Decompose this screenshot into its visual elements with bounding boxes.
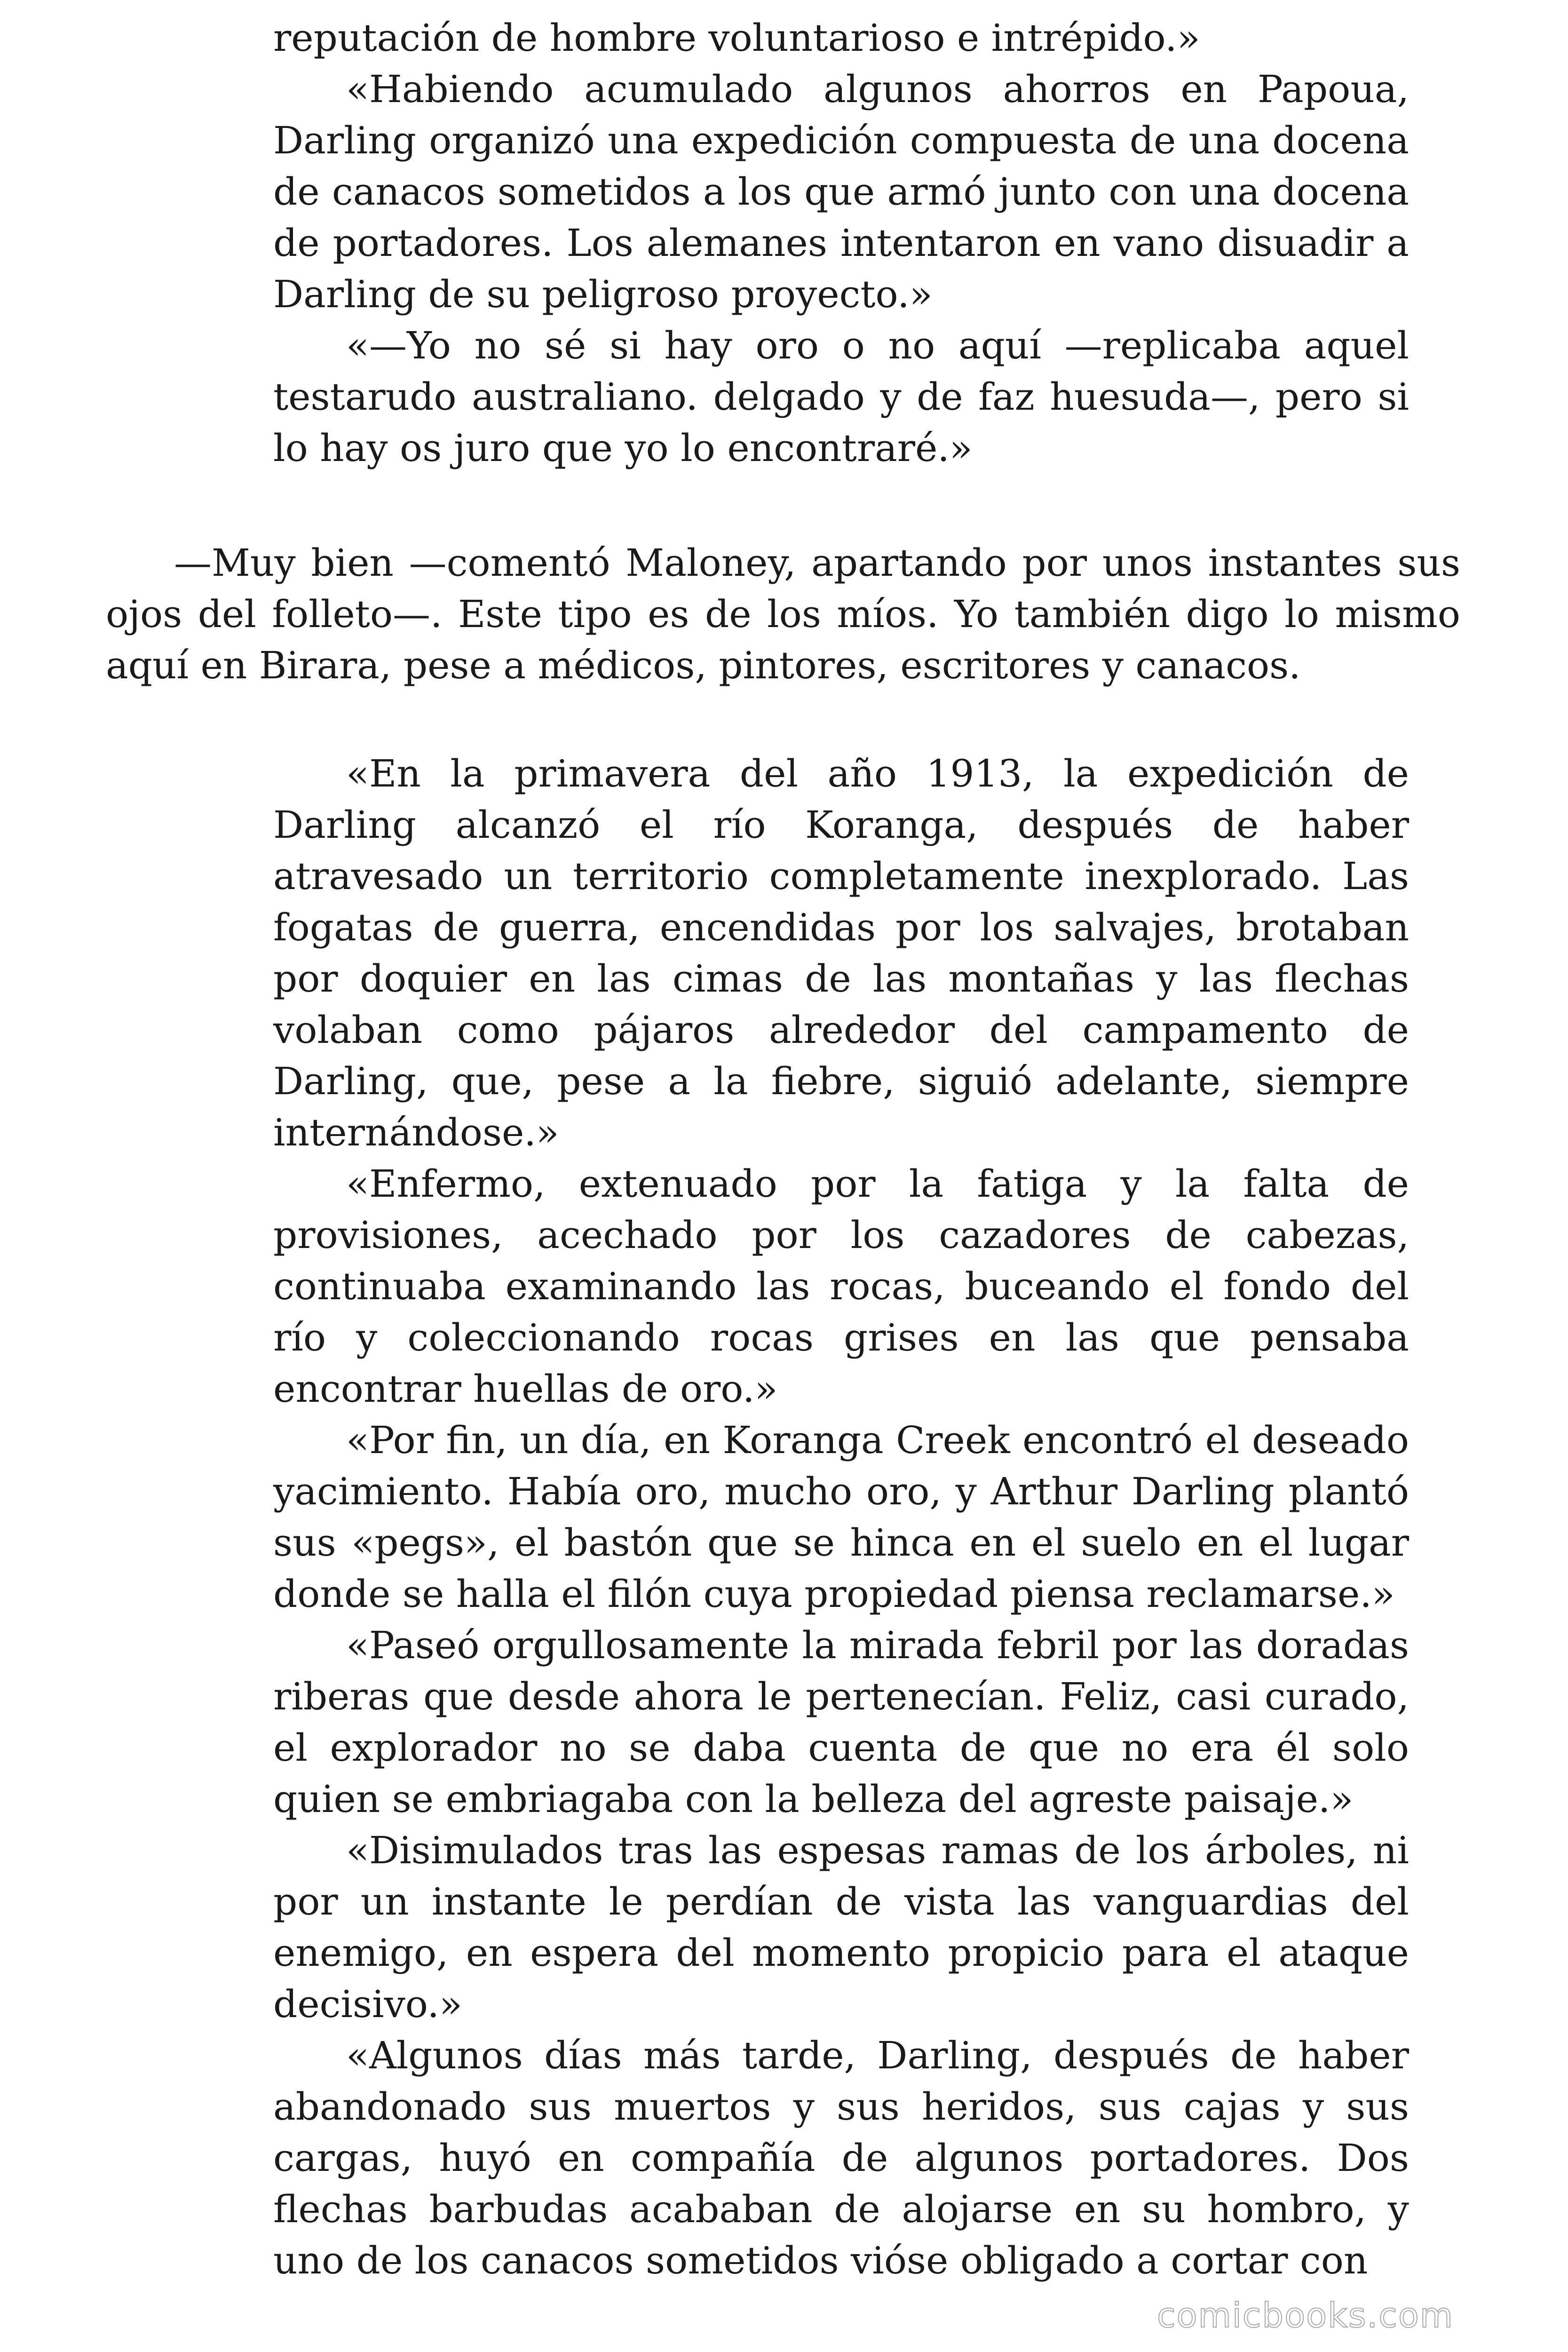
quote-paragraph: reputación de hombre voluntarioso e intrépido.» <box>273 16 1200 60</box>
quote-paragraph: «Algunos días más tarde, Darling, después de haber abandonado sus muertos y sus heridos, sus cajas y sus cargas, huyó en compañía de algunos portadores. Dos flechas barbudas acababan de alojarse en su hombro, y uno de los canacos sometidos vióse obligado a cortar con <box>273 2034 1409 2282</box>
quote-paragraph: «Enfermo, extenuado por la fatiga y la falta de provisiones, acechado por los cazadores de cabezas, continuaba examinando las rocas, buceando el fondo del río y coleccionando rocas grises en las que pensaba encontrar huellas de oro.» <box>273 1162 1409 1411</box>
quote-paragraph: «—Yo no sé si hay oro o no aquí —replicaba aquel testarudo australiano. delgado y de faz huesuda—, pero si lo hay os juro que yo lo encontraré.» <box>273 324 1409 470</box>
quote-paragraph: «Paseó orgullosamente la mirada febril por las doradas riberas que desde ahora le pertenecían. Feliz, casi curado, el explorador no se daba cuenta de que no era él solo quien se embriagaba con la belleza del agreste paisaje.» <box>273 1623 1409 1821</box>
quote-paragraph: «Disimulados tras las espesas ramas de los árboles, ni por un instante le perdían de vista las vanguardias del enemigo, en espera del momento propicio para el ataque decisivo.» <box>273 1828 1409 2026</box>
narration-paragraph: —Muy bien —comentó Maloney, apartando por unos instantes sus ojos del folleto—. Este tipo es de los míos. Yo también digo lo mismo aquí en Birara, pese a médicos, pintores, escritores y canacos. <box>106 541 1460 687</box>
block-quote-main <box>273 748 1409 2286</box>
quote-paragraph: «Habiendo acumulado algunos ahorros en Papoua, Darling organizó una expedición compuesta de una docena de canacos sometidos a los que armó junto con una docena de portadores. Los alemanes intentaron en vano disuadir a Darling de su peligroso proyecto.» <box>273 67 1409 316</box>
quote-paragraph: «En la primavera del año 1913, la expedición de Darling alcanzó el río Koranga, después de haber atravesado un territorio completamente inexplorado. Las fogatas de guerra, encendidas por los salvajes, brotaban por doquier en las cimas de las montañas y las flechas volaban como pájaros alrededor del campamento de Darling, que, pese a la fiebre, siguió adelante, siempre internándose.» <box>273 752 1409 1154</box>
watermark: comicbooks.com <box>1157 2296 1454 2335</box>
quote-paragraph: «Por fin, un día, en Koranga Creek encontró el deseado yacimiento. Había oro, mucho oro, y Arthur Darling plantó sus «pegs», el bastón que se hinca en el suelo en el lugar donde se halla el filón cuya propiedad piensa reclamarse.» <box>273 1418 1409 1616</box>
block-quote-top <box>273 12 1409 474</box>
